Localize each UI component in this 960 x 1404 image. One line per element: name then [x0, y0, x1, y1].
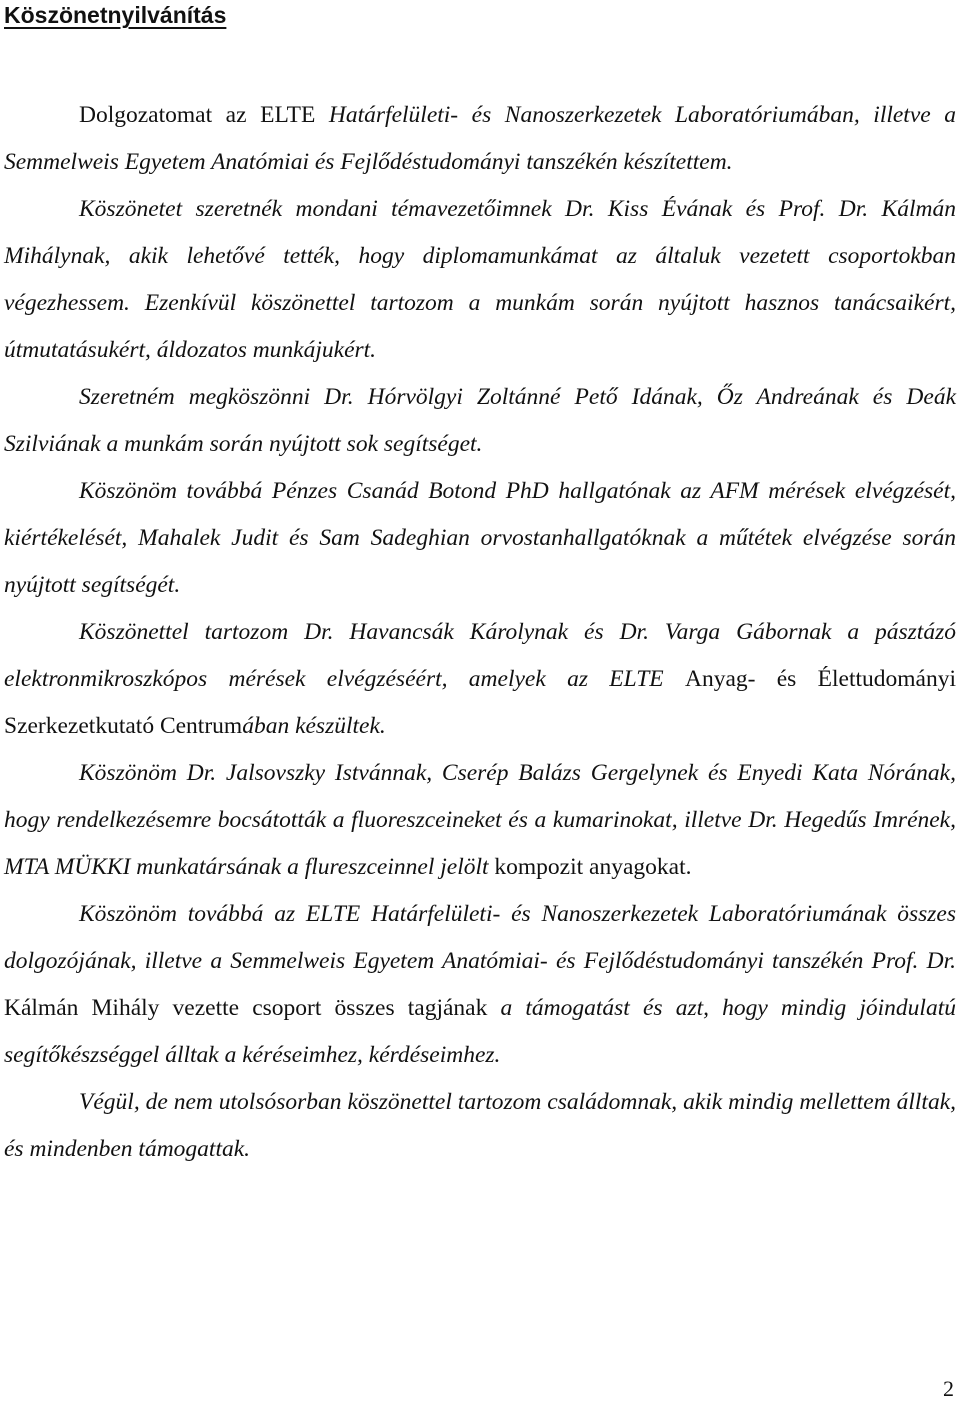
text-run: ában készültek.: [242, 713, 386, 739]
paragraph: [4, 891, 956, 1079]
text-run: Határfelületi- és Nanoszerkezetek Laboratóriumában, illetve a Semmelweis Egyetem Anatómiai és Fejlődéstudományi tanszékén készítettem.: [4, 102, 956, 175]
document-body: [4, 92, 956, 1173]
text-run: Köszönettel tartozom Dr. Havancsák Károlynak és Dr. Varga Gábornak a pásztázó elektronmikroszkópos mérések elvégzéséért, amelyek az ELTE: [4, 619, 956, 692]
paragraph: [4, 609, 956, 750]
paragraph: [4, 374, 956, 468]
text-run: Anyag- és Élettudományi Szerkezetkutató Centrum: [4, 666, 956, 739]
page-title: Köszönetnyilvánítás: [4, 2, 227, 28]
text-run: Végül, de nem utolsósorban köszönettel tartozom családomnak, akik mindig mellettem álltak, és mindenben támogattak.: [4, 1089, 956, 1162]
paragraph: [4, 750, 956, 891]
paragraph: [4, 1079, 956, 1173]
paragraph: [4, 186, 956, 374]
text-run: kompozit anyagokat.: [494, 854, 692, 880]
page-number: 2: [943, 1376, 954, 1401]
text-run: Szeretném megköszönni Dr. Hórvölgyi Zoltánné Pető Idának, Őz Andreának és Deák Szilviának a munkám során nyújtott sok segítséget.: [4, 384, 956, 457]
text-run: Köszönöm továbbá Pénzes Csanád Botond PhD hallgatónak az AFM mérések elvégzését, kiértékelését, Mahalek Judit és Sam Sadeghian orvostanhallgatóknak a műtétek elvégzése során nyújtott segítségét.: [4, 478, 956, 598]
text-run: Köszönöm továbbá az ELTE Határfelületi- és Nanoszerkezetek Laboratóriumának összes dolgozójának, illetve a Semmelweis Egyetem Anatómiai- és Fejlődéstudományi tanszékén Prof. Dr.: [4, 901, 956, 974]
text-run: Dolgozatomat az ELTE: [79, 102, 329, 128]
text-run: Köszönöm Dr. Jalsovszky Istvánnak, Cserép Balázs Gergelynek és Enyedi Kata Nórának, hogy rendelkezésemre bocsátották a fluoreszceineket és a kumarinokat, illetve Dr. Hegedűs Imrének, MTA MÜKKI munkatársának a flureszceinnel jelölt: [4, 760, 956, 880]
text-run: Köszönetet szeretnék mondani témavezetőimnek Dr. Kiss Évának és Prof. Dr. Kálmán Mihálynak, akik lehetővé tették, hogy diplomamunkámat az általuk vezetett csoportokban végezhessem. Ezenkívül köszönettel tartozom a munkám során nyújtott hasznos tanácsaikért, útmutatásukért, áldozatos munkájukért.: [4, 196, 956, 363]
text-run: a támogatást és azt, hogy mindig jóindulatú segítőkészséggel álltak a kéréseimhez, kérdéseimhez.: [4, 995, 956, 1068]
paragraph: [4, 92, 956, 186]
paragraph: [4, 468, 956, 609]
text-run: Kálmán Mihály vezette csoport összes tagjának: [4, 995, 488, 1021]
